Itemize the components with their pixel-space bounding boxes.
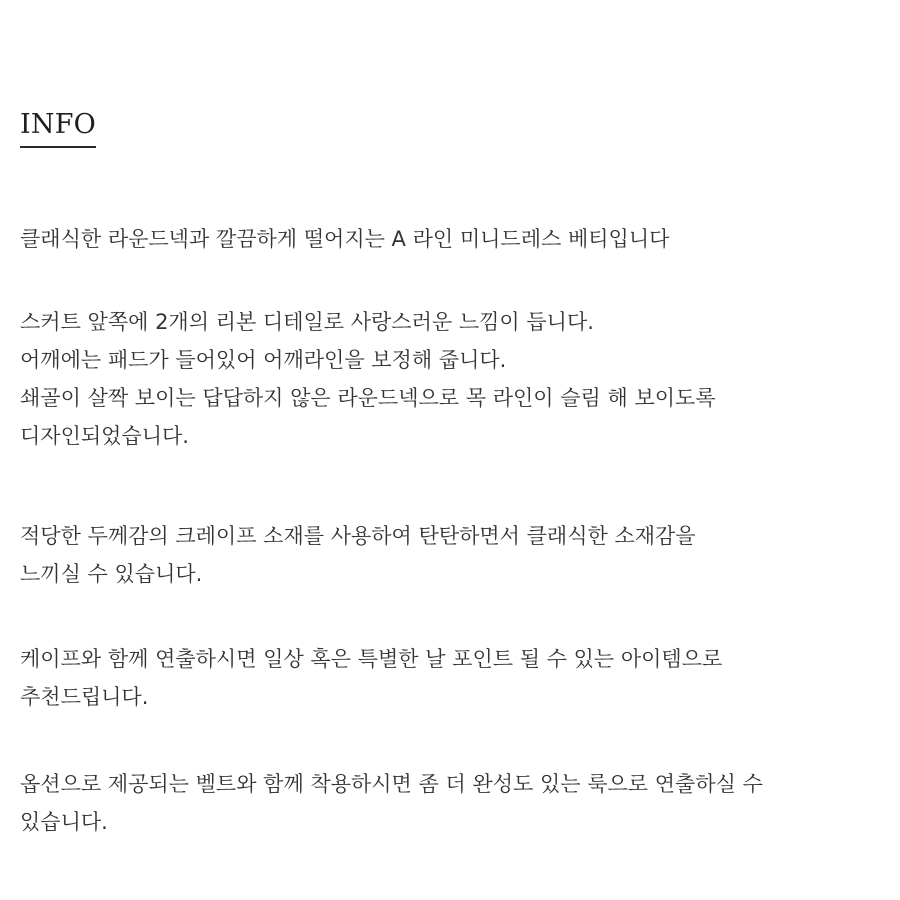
paragraph-styling (20, 640, 890, 716)
paragraph-line: 옵션으로 제공되는 벨트와 함께 착용하시면 좀 더 완성도 있는 룩으로 연출하실 수 (20, 772, 763, 796)
paragraph-details (20, 303, 890, 455)
paragraph-line: 클래식한 라운드넥과 깔끔하게 떨어지는 A 라인 미니드레스 베티입니다 (20, 227, 670, 251)
paragraph-line: 추천드립니다. (20, 685, 149, 709)
paragraph-line: 디자인되었습니다. (20, 424, 189, 448)
paragraph-line: 있습니다. (20, 810, 108, 834)
paragraph-line: 케이프와 함께 연출하시면 일상 혹은 특별한 날 포인트 될 수 있는 아이템으로 (20, 647, 723, 671)
paragraph-option (20, 765, 890, 841)
paragraph-intro (20, 220, 890, 258)
paragraph-line: 느끼실 수 있습니다. (20, 562, 203, 586)
info-heading: INFO (20, 108, 96, 148)
paragraph-line: 스커트 앞쪽에 2개의 리본 디테일로 사랑스러운 느낌이 듭니다. (20, 310, 594, 334)
paragraph-line: 어깨에는 패드가 들어있어 어깨라인을 보정해 줍니다. (20, 348, 507, 372)
paragraph-line: 적당한 두께감의 크레이프 소재를 사용하여 탄탄하면서 클래식한 소재감을 (20, 524, 696, 548)
paragraph-line: 쇄골이 살짝 보이는 답답하지 않은 라운드넥으로 목 라인이 슬림 해 보이도록 (20, 386, 716, 410)
paragraph-material (20, 517, 890, 593)
